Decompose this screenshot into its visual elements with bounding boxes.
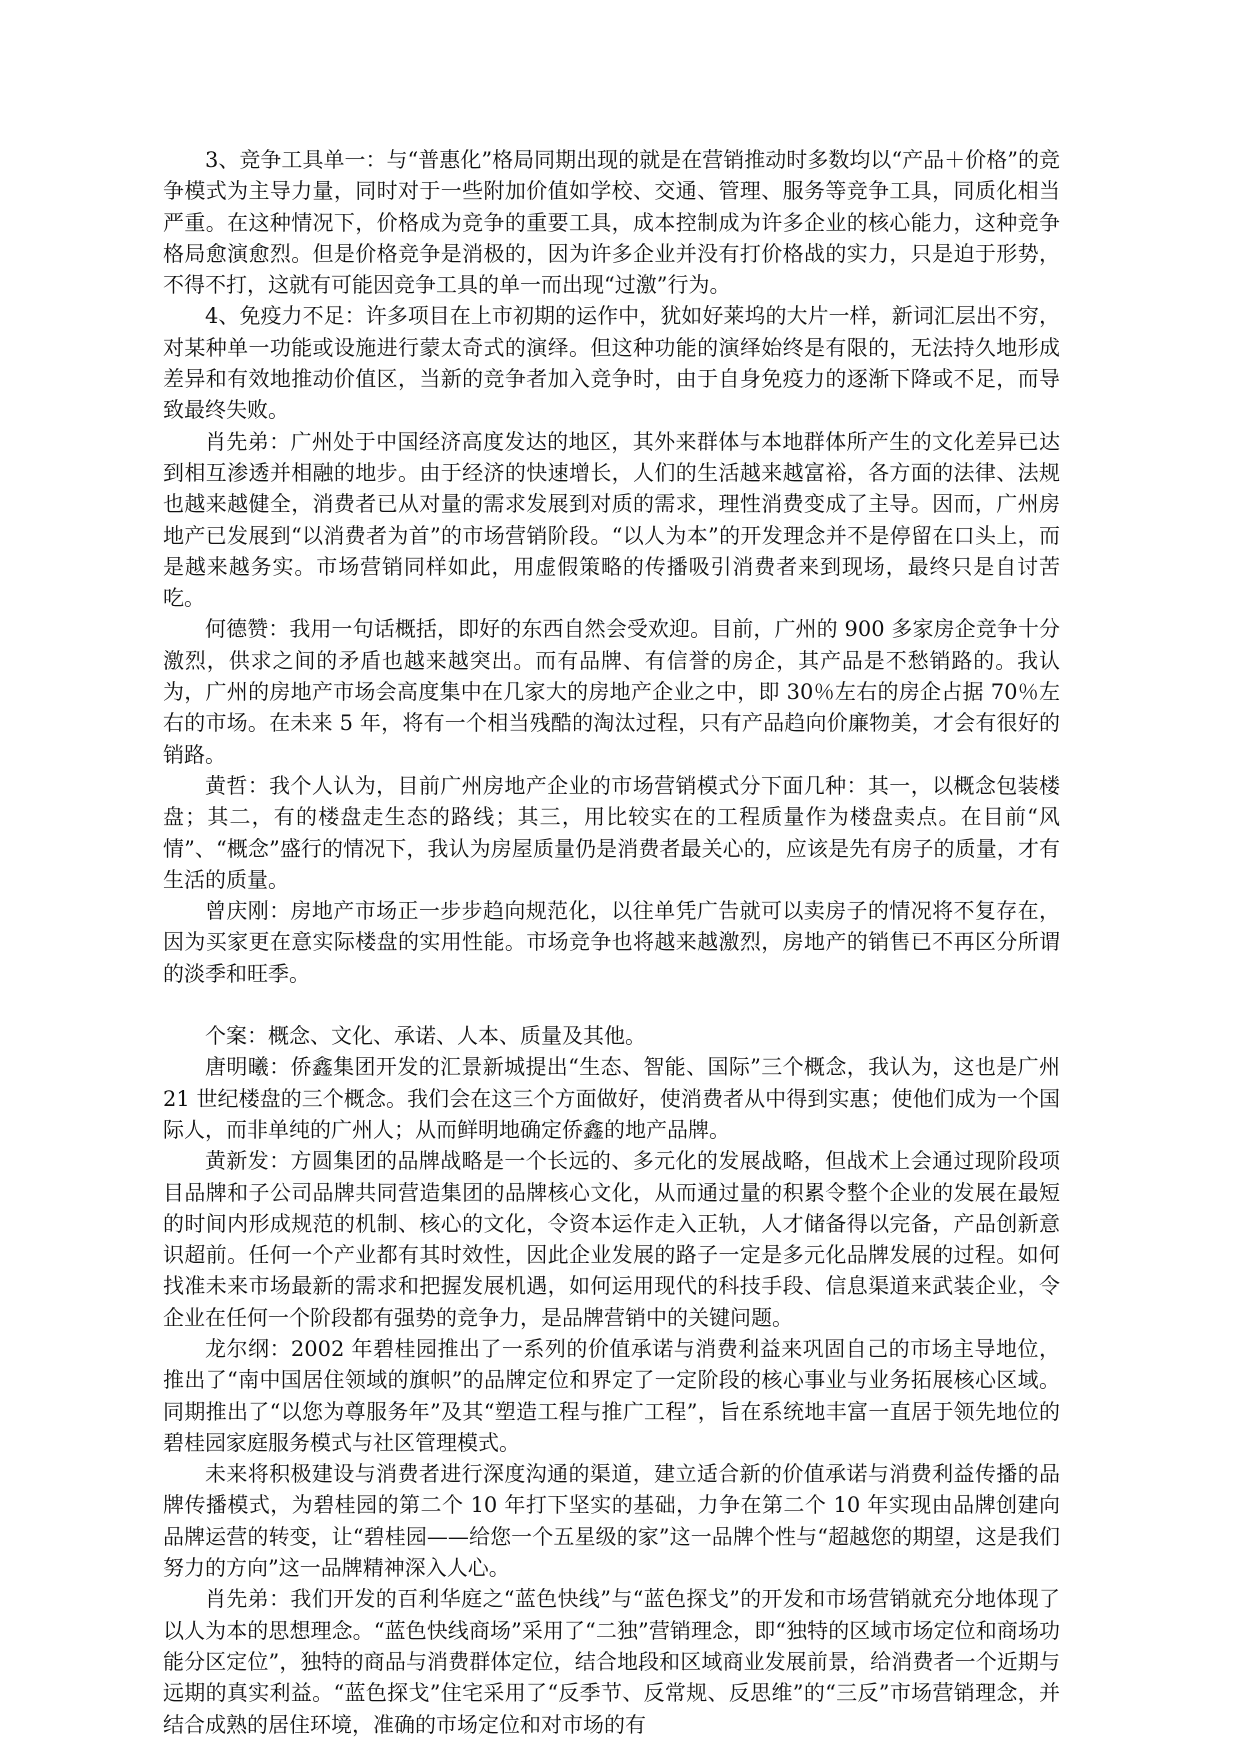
paragraph-future-plan: 未来将积极建设与消费者进行深度沟通的渠道，建立适合新的价值承诺与消费利益传播的品牌传播模式，为碧桂园的第二个 10 年打下坚实的基础，力争在第二个 10 年实现由品牌创建向品牌运营的转变，让“碧桂园——给您一个五星级的家”这一品牌个性与“超越您的期望，这是我们努力的方向”这一品牌精神深入人心。 (163, 1462, 1060, 1581)
paragraph-long-ergang: 龙尔纲：2002 年碧桂园推出了一系列的价值承诺与消费利益来巩固自己的市场主导地位，推出了“南中国居住领域的旗帜”的品牌定位和界定了一定阶段的核心事业与业务拓展核心区域。同期推出了“以您为尊服务年”及其“塑造工程与推广工程”，旨在系统地丰富一直居于领先地位的碧桂园家庭服务模式与社区管理模式。 (163, 1336, 1060, 1455)
paragraph-immunity: 4、免疫力不足：许多项目在上市初期的运作中，犹如好莱坞的大片一样，新词汇层出不穷，对某种单一功能或设施进行蒙太奇式的演绎。但这种功能的演绎始终是有限的，无法持久地形成差异和有效地推动价值区，当新的竞争者加入竞争时，由于自身免疫力的逐渐下降或不足，而导致最终失败。 (163, 304, 1060, 423)
paragraph-xiao-xiandi-2: 肖先弟：我们开发的百利华庭之“蓝色快线”与“蓝色探戈”的开发和市场营销就充分地体现了以人为本的思想理念。“蓝色快线商场”采用了“二独”营销理念，即“独特的区域市场定位和商场功能分区定位”，独特的商品与消费群体定位，结合地段和区域商业发展前景，给消费者一个近期与远期的真实利益。“蓝色探戈”住宅采用了“反季节、反常规、反思维”的“三反”市场营销理念，并结合成熟的居住环境，准确的市场定位和对市场的有 (163, 1587, 1060, 1737)
paragraph-huang-xinfa: 黄新发：方圆集团的品牌战略是一个长远的、多元化的发展战略，但战术上会通过现阶段项目品牌和子公司品牌共同营造集团的品牌核心文化，从而通过量的积累令整个企业的发展在最短的时间内形成规范的机制、核心的文化，令资本运作走入正轨，人才储备得以完备，产品创新意识超前。任何一个产业都有其时效性，因此企业发展的路子一定是多元化品牌发展的过程。如何找准未来市场最新的需求和把握发展机遇，如何运用现代的科技手段、信息渠道来武装企业，令企业在任何一个阶段都有强势的竞争力，是品牌营销中的关键问题。 (163, 1149, 1060, 1330)
section-heading-cases: 个案：概念、文化、承诺、人本、质量及其他。 (205, 1024, 646, 1049)
paragraph-zeng-qinggang: 曾庆刚：房地产市场正一步步趋向规范化，以往单凭广告就可以卖房子的情况将不复存在，因为买家更在意实际楼盘的实用性能。市场竞争也将越来越激烈，房地产的销售已不再区分所谓的淡季和旺季。 (163, 899, 1060, 986)
paragraph-xiao-xiandi-1: 肖先弟：广州处于中国经济高度发达的地区，其外来群体与本地群体所产生的文化差异已达到相互渗透并相融的地步。由于经济的快速增长，人们的生活越来越富裕，各方面的法律、法规也越来越健全，消费者已从对量的需求发展到对质的需求，理性消费变成了主导。因而，广州房地产已发展到“以消费者为首”的市场营销阶段。“以人为本”的开发理念并不是停留在口头上，而是越来越务实。市场营销同样如此，用虚假策略的传播吸引消费者来到现场，最终只是自讨苦吃。 (163, 429, 1060, 611)
paragraph-he-dezan: 何德赞：我用一句话概括，即好的东西自然会受欢迎。目前，广州的 900 多家房企竞争十分激烈，供求之间的矛盾也越来越突出。而有品牌、有信誉的房企，其产品是不愁销路的。我认为，广州的房地产市场会高度集中在几家大的房地产企业之中，即 30％左右的房企占据 70％左右的市场。在未来 5 年，将有一个相当残酷的淘汰过程，只有产品趋向价廉物美，才会有很好的销路。 (163, 617, 1060, 767)
document-body (163, 145, 1060, 1741)
paragraph-tang-mingxi: 唐明曦：侨鑫集团开发的汇景新城提出“生态、智能、国际”三个概念，我认为，这也是广州 21 世纪楼盘的三个概念。我们会在这三个方面做好，使消费者从中得到实惠；使他们成为一个国际人，而非单纯的广州人；从而鲜明地确定侨鑫的地产品牌。 (163, 1055, 1060, 1142)
paragraph-huang-zhe: 黄哲：我个人认为，目前广州房地产企业的市场营销模式分下面几种：其一，以概念包装楼盘；其二，有的楼盘走生态的路线；其三，用比较实在的工程质量作为楼盘卖点。在目前“风情”、“概念”盛行的情况下，我认为房屋质量仍是消费者最关心的，应该是先有房子的质量，才有生活的质量。 (163, 773, 1060, 892)
paragraph-competition-tools: 3、竞争工具单一：与“普惠化”格局同期出现的就是在营销推动时多数均以“产品＋价格”的竞争模式为主导力量，同时对于一些附加价值如学校、交通、管理、服务等竞争工具，同质化相当严重。在这种情况下，价格成为竞争的重要工具，成本控制成为许多企业的核心能力，这种竞争格局愈演愈烈。但是价格竞争是消极的，因为许多企业并没有打价格战的实力，只是迫于形势，不得不打，这就有可能因竞争工具的单一而出现“过激”行为。 (163, 148, 1060, 298)
